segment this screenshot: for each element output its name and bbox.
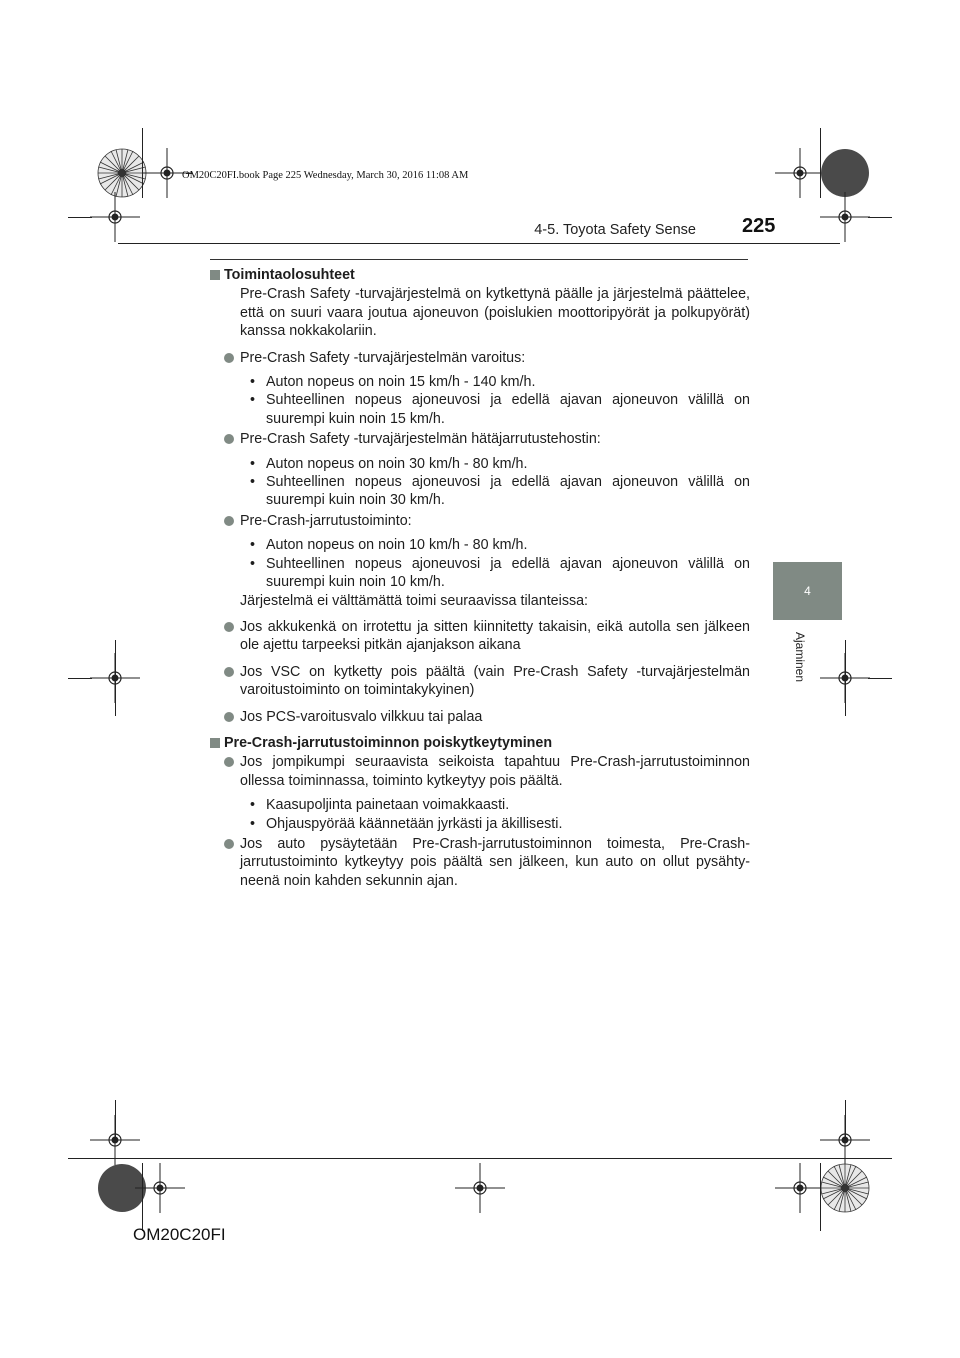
- sub-list-item-text: Auton nopeus on noin 30 km/h - 80 km/h.: [266, 455, 528, 472]
- sub-list-item: [250, 815, 750, 833]
- list-item: [240, 708, 750, 726]
- sub-list: [240, 455, 750, 510]
- round-bullet-icon: [224, 622, 234, 632]
- sub-list-item-text: Auton nopeus on noin 10 km/h - 80 km/h.: [266, 537, 528, 554]
- registration-target-icon: [820, 1163, 870, 1213]
- sub-list: [240, 536, 750, 591]
- list-item: [240, 663, 750, 700]
- note-paragraph: Järjestelmä ei välttämättä toimi seuraavissa tilanteissa:: [240, 592, 589, 609]
- sub-list: [240, 796, 750, 833]
- round-bullet-icon: [224, 353, 234, 363]
- round-bullet-icon: [224, 839, 234, 849]
- list-item: [240, 349, 750, 367]
- dot-bullet-icon: •: [250, 455, 256, 472]
- list-item-text: Jos PCS-varoitusvalo vilkkuu tai palaa: [240, 708, 483, 725]
- chapter-number: 4: [804, 584, 811, 598]
- sub-list-item-text: Suhteellinen nopeus ajoneuvosi ja edellä ajavan ajoneuvon välillä on suurempi kuin noin 15 km/h.: [266, 392, 750, 427]
- chapter-title: Ajaminen: [793, 632, 807, 683]
- list-item: [240, 753, 750, 790]
- sub-list-item: [250, 391, 750, 428]
- list-item-text: Jos akkukenkä on irrotettu ja sitten kiinnitetty takaisin, eikä autolla sen jälkeen ole ajettu tarpeeksi pitkän ajanjakson aikana: [240, 618, 750, 654]
- list-item: [240, 512, 750, 530]
- list-item-text: Jos auto pysäytetään Pre-Crash-jarrutustoiminnon toimesta, Pre-Crash-jarrutustoiminto kytkeytyy pois päältä sen jälkeen, kun auto on ollut pysähty-neenä noin kahden sekunnin ajan.: [240, 835, 750, 889]
- sub-list: [240, 373, 750, 428]
- section-heading-text: Pre-Crash-jarrutustoiminnon poiskytkeytyminen: [224, 734, 553, 751]
- registration-crosshair-icon: [775, 1163, 825, 1213]
- sub-list-item-text: Suhteellinen nopeus ajoneuvosi ja edellä ajavan ajoneuvon välillä on suurempi kuin noin 30 km/h.: [266, 474, 750, 509]
- dot-bullet-icon: •: [250, 374, 256, 391]
- dot-bullet-icon: •: [250, 815, 256, 832]
- registration-target-icon: [97, 148, 147, 198]
- section-heading: [210, 734, 750, 752]
- sub-list-item-text: Ohjauspyörää käännetään jyrkästi ja äkillisesti.: [266, 815, 563, 832]
- book-stamp: OM20C20FI.book Page 225 Wednesday, March 30, 2016 11:08 AM: [182, 170, 469, 181]
- list-item-text: Pre-Crash Safety -turvajärjestelmän varoitus:: [240, 349, 526, 366]
- sub-list-item-text: Suhteellinen nopeus ajoneuvosi ja edellä ajavan ajoneuvon välillä on suurempi kuin noin 10 km/h.: [266, 555, 750, 591]
- dot-bullet-icon: •: [250, 555, 256, 572]
- registration-crosshair-icon: [455, 1163, 505, 1213]
- list-item: [240, 618, 750, 655]
- registration-crosshair-icon: [820, 192, 870, 242]
- list-item-text: Pre-Crash-jarrutustoiminto:: [240, 512, 412, 529]
- round-bullet-icon: [224, 516, 234, 526]
- list-item: [240, 835, 750, 890]
- dot-bullet-icon: •: [250, 797, 256, 814]
- page-content: [210, 266, 750, 898]
- section-heading-text: Toimintaolosuhteet: [224, 267, 355, 283]
- chapter-tab: [773, 562, 842, 620]
- registration-crosshair-icon: [775, 148, 825, 198]
- round-bullet-icon: [224, 757, 234, 767]
- dot-bullet-icon: •: [250, 392, 256, 409]
- sub-list-item: [250, 536, 750, 554]
- sub-list-item: [250, 373, 750, 391]
- square-bullet-icon: [210, 738, 220, 748]
- sub-list-item: [250, 555, 750, 592]
- list-item-text: Jos jompikumpi seuraavista seikoista tapahtuu Pre-Crash-jarrutustoiminnon ollessa toiminnassa, toiminto kytkeytyy pois päältä.: [240, 754, 750, 789]
- list-item-text: Pre-Crash Safety -turvajärjestelmän hätäjarrutustehostin:: [240, 431, 601, 448]
- registration-crosshair-icon: [90, 192, 140, 242]
- footer-code: OM20C20FI: [133, 1225, 226, 1244]
- list-item: [240, 430, 750, 448]
- paragraph: Pre-Crash Safety -turvajärjestelmä on kytkettynä päälle ja järjestelmä päättelee, että on suuri vaara joutua ajoneuvon (poislukien moottoripyörät ja polkupyörät) kanssa nokkakolariin.: [240, 286, 750, 340]
- square-bullet-icon: [210, 270, 220, 280]
- sub-list-item-text: Auton nopeus on noin 15 km/h - 140 km/h.: [266, 374, 536, 391]
- registration-solid-circle-icon: [820, 148, 870, 198]
- round-bullet-icon: [224, 434, 234, 444]
- round-bullet-icon: [224, 667, 234, 677]
- round-bullet-icon: [224, 712, 234, 722]
- sub-list-item: [250, 455, 750, 473]
- header-rule: [210, 259, 748, 260]
- list-item-text: Jos VSC on kytketty pois päältä (vain Pre-Crash Safety -turvajärjestelmän varoitustoiminto on toimintakykyinen): [240, 663, 750, 699]
- sub-list-item: [250, 796, 750, 814]
- section-title: 4-5. Toyota Safety Sense: [534, 222, 696, 238]
- sub-list-item: [250, 473, 750, 510]
- dot-bullet-icon: •: [250, 537, 256, 554]
- sub-list-item-text: Kaasupoljinta painetaan voimakkaasti.: [266, 797, 510, 814]
- dot-bullet-icon: •: [250, 474, 256, 491]
- page-number: 225: [742, 215, 776, 237]
- section-heading: [210, 266, 750, 284]
